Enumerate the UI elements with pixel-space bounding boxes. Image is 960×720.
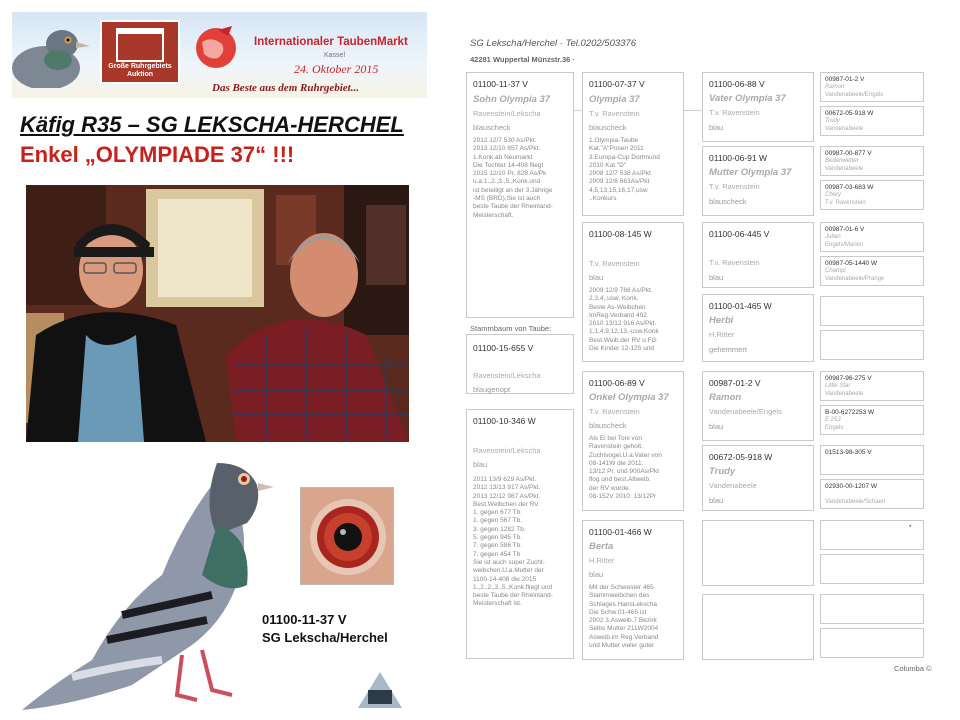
ggg-name: Ramon <box>825 84 845 90</box>
grandson-title: Enkel „OLYMPIADE 37“ !!! <box>20 142 295 167</box>
ggg-breeder: Vandenabeele/Engels <box>825 92 884 98</box>
ggg-name: Champi <box>825 268 846 274</box>
ggg-breeder: Vandenabeele/Prange <box>825 276 885 282</box>
pedigree-ggg-12 <box>820 479 924 509</box>
pedigree-dam-sire <box>582 222 684 362</box>
globe-dove-icon <box>192 24 240 72</box>
g3-breeder: T.v. Ravenstein <box>589 407 640 416</box>
g4-notes: Mit der Schwester 465 Stammweibchen des Schlages HansLekscha Die Schw.01-465 ist 2002 3.Asweib.7.Bezirk Selbs Mutter 211W2004 Asweib.im Reg.Verband und Mutter vieler guter <box>589 584 659 650</box>
pedigree-ggg-5 <box>820 222 924 252</box>
breeders-photo <box>26 185 409 442</box>
pedigree-gg-6 <box>702 445 814 511</box>
g4-breeder: H.Ritter <box>589 556 615 565</box>
ggg-breeder: Engels/Marien <box>825 242 864 248</box>
pedigree-ggg-1 <box>820 72 924 102</box>
gg-color: blau <box>709 123 724 132</box>
pedigree-stamm <box>466 334 574 394</box>
auction-logo-text: Große Ruhrgebiets Auktion <box>108 63 172 78</box>
ggg-ring: 00987-01-2 V <box>825 76 865 83</box>
pedigree-ggg-empty <box>820 296 924 326</box>
stamm-ring: 01100-15-655 V <box>473 343 534 353</box>
pedigree-g4 <box>582 520 684 660</box>
gg-color: blauscheck <box>709 197 747 206</box>
gg-name: Ramon <box>709 392 742 403</box>
sire-notes: 1.Olympia-Taube Kat."A"Posen 2011 3.Europa-Cup Dortmund 2010 Kat."D" 2008 12/7 538 As/Pkt 2009 12/8 663As/Pkt 4,5,13,15,16,17,usw ..Konkurs <box>589 137 660 203</box>
pedigree-gg-empty <box>702 520 814 586</box>
g2-notes: 2009 12/9 768 As/Pkt. 2,3,4,,usw. Konk. Beste As-Weibchen ImReg.Verband 402. 2010 13/12 916 As/Pkt. 1,1,4,9,12,13,-usw.Konk Best.Weib.der RV u.FG Die Kinder 12-125 und <box>589 287 659 353</box>
pedigree-gg-5 <box>702 371 814 441</box>
subject-breeder: Ravenstein/Lekscha <box>473 109 541 118</box>
pedigree-ggg-2 <box>820 106 924 136</box>
gg-breeder: T.v. Ravenstein <box>709 258 760 267</box>
dam-color: blau <box>473 460 488 469</box>
pedigree-ggg-9 <box>820 371 924 401</box>
bird-ring-number: 01100-11-37 V <box>262 612 347 627</box>
auction-house-logo <box>352 668 408 714</box>
pedigree-gg-empty <box>702 594 814 660</box>
pedigree-ggg-6 <box>820 256 924 286</box>
ggg-name: Trudy <box>825 118 840 124</box>
gg-breeder: T.v. Ravenstein <box>709 108 760 117</box>
ggg-ring: 00987-03-683 W <box>825 184 874 191</box>
stamm-breeder: Ravenstein/Lekscha <box>473 371 541 380</box>
auction-logo <box>100 20 180 84</box>
dam-ring: 01100-10-346 W <box>473 416 536 426</box>
gg-ring: 01100-01-465 W <box>709 301 772 311</box>
ggg-ring: B-00-6272253 W <box>825 409 875 416</box>
ggg-ring: 01513-98-305 V <box>825 449 872 456</box>
ggg-ring: 00672-05-918 W <box>825 110 874 117</box>
gg-color: gehemmert <box>709 345 747 354</box>
dam-breeder: Ravenstein/Lekscha <box>473 446 541 455</box>
ggg-ring: 00987-05-1440 W <box>825 260 878 267</box>
ggg-breeder: Engels <box>825 425 844 431</box>
ggg-breeder: Vandenabeele/Schaerl <box>825 499 886 505</box>
ggg-name: Bedenwetter <box>825 158 859 164</box>
gg-name: Mutter Olympia 37 <box>709 167 792 178</box>
gg-color: blau <box>709 273 724 282</box>
gg-ring: 01100-06-88 V <box>709 79 765 89</box>
gg-name: Herbi <box>709 315 734 326</box>
pedigree-ggg-empty <box>820 628 924 658</box>
banner-slogan: Das Beste aus dem Ruhrgebiet... <box>212 82 359 94</box>
ggg-ring: 00987-01-6 V <box>825 226 865 233</box>
pedigree-dam <box>466 409 574 659</box>
cage-title: Käfig R35 – SG LEKSCHA-HERCHEL <box>20 112 404 137</box>
gg-breeder: T.v. Ravenstein <box>709 182 760 191</box>
subject-color: blauscheck <box>473 123 511 132</box>
g3-ring: 01100-06-89 V <box>589 378 645 388</box>
ggg-name: Little Star <box>825 383 851 389</box>
gg-name: Vater Olympia 37 <box>709 93 786 104</box>
g2-ring: 01100-08-145 W <box>589 229 652 239</box>
gg-ring: 00987-01-2 V <box>709 378 761 388</box>
gg-ring: 01100-06-445 V <box>709 229 770 239</box>
g2-breeder: T.v. Ravenstein <box>589 259 640 268</box>
eye-closeup <box>300 487 394 585</box>
g4-ring: 01100-01-466 W <box>589 527 652 537</box>
mine-tower-icon <box>116 28 164 62</box>
pedigree-ggg-3 <box>820 146 924 176</box>
pedigree-gg-1 <box>702 72 814 142</box>
g3-color: blauscheck <box>589 421 627 430</box>
gg-color: blau <box>709 496 724 505</box>
g4-color: blau <box>589 570 604 579</box>
subject-notes: 2012 12/7 530 As/Pkt. 2013 12/10 657 As/Pkt. 1.Konk.ab Neumarkt Die Tochter 14-408 fliegt 2015 12/10 Pr. 828 As/Pk u.a.1.,2.,3.,5.,Konk.und ist beteiligt an der 3.Jährige -MS (BRD),Sie ist auch beste Taube der Rheinland- Meisterschaft. <box>473 137 553 219</box>
pedigree-ggg-empty <box>820 330 924 360</box>
g3-notes: Als Ei bei Toni von Ravenstein geholt. Zuchtvogel.U.a.Vater von 08-141W die 2011: 13/12 Pr. und 900As/Pkt flog und best.Altweib. der RV wurde. 08-152V 2010: 13/12Pr <box>589 435 662 501</box>
g2-color: blau <box>589 273 604 282</box>
ggg-name: E 253 <box>825 417 841 423</box>
market-title: Internationaler TaubenMarkt <box>254 36 408 48</box>
auction-banner <box>12 12 427 98</box>
pedigree-g3 <box>582 371 684 511</box>
sire-name: Olympia 37 <box>589 94 640 105</box>
gg-color: blau <box>709 422 724 431</box>
sire-breeder: T.v. Ravenstein <box>589 109 640 118</box>
pedigree-address: 42281 Wuppertal Münzstr.36 · <box>470 55 575 64</box>
connector-line <box>684 110 702 111</box>
pedigree-footer: Columba © <box>894 664 932 673</box>
ggg-breeder: Vandenabeele <box>825 391 864 397</box>
pedigree-ggg-11 <box>820 445 924 475</box>
ggg-name: Julian <box>825 234 841 240</box>
gg-breeder: H.Ritter <box>709 330 735 339</box>
pigeon-head-icon <box>12 22 92 88</box>
ggg-name: Chery <box>825 192 842 198</box>
dam-notes: 2011 13/9 629 As/Pkt. 2012 13/13 917 As/Pkt. 2013 12/12 987 As/Pkt. Best.Welbchen der RV. 1. gegen 677 Tb. 1. gegen 567 Tb. 3. gegen 1282 Tb. 5. gegen 945 Tb. 7. gegen 586 Tb. 7. gegen 454 Tb Sie ist auch super Zucht- weibchen.U.a.Mutter der 1100-14-408 die 2015 1.,2.,2.,3.,5.,Konk.fliegt und beste Taube der Rheinland- Meisterschaft ist. <box>473 476 553 608</box>
stammbaum-label: Stammbaum von Taube: <box>470 324 552 333</box>
pedigree-gg-4 <box>702 294 814 362</box>
ggg-breeder: T.v. Ravenstein <box>825 200 866 206</box>
eye-icon <box>301 488 394 585</box>
breeders-photo-illustration <box>26 185 409 442</box>
ggg-ring: 00987-00-877 V <box>825 150 872 157</box>
pedigree-ggg-empty <box>820 594 924 624</box>
g4-name: Berta <box>589 541 614 552</box>
pedigree-header: SG Lekscha/Herchel · Tel.0202/503376 <box>470 38 637 49</box>
gg-breeder: Vandenabeele <box>709 481 757 490</box>
g3-name: Onkel Olympia 37 <box>589 392 669 403</box>
pedigree-ggg-empty <box>820 554 924 584</box>
sire-ring: 01100-07-37 V <box>589 79 645 89</box>
market-city: Kassel <box>324 52 346 59</box>
gg-name: Trudy <box>709 466 736 477</box>
subject-name: Sohn Olympia 37 <box>473 94 551 105</box>
gg-ring: 01100-06-91 W <box>709 153 767 163</box>
stamm-color: blaugenopt <box>473 385 511 394</box>
market-date: 24. Oktober 2015 <box>294 62 379 76</box>
pedigree-ggg-4 <box>820 180 924 210</box>
pedigree-gg-2 <box>702 146 814 216</box>
ggg-ring: * <box>909 524 912 531</box>
subject-ring: 01100-11-37 V <box>473 79 528 89</box>
gg-breeder: Vandenabeele/Engels <box>709 407 782 416</box>
ggg-breeder: Vandenabeele <box>825 166 864 172</box>
loft-name: SG Lekscha/Herchel <box>262 630 388 645</box>
pedigree-gg-3 <box>702 222 814 288</box>
pedigree-ggg-10 <box>820 405 924 435</box>
pedigree-sire <box>582 72 684 216</box>
pedigree-subject <box>466 72 574 318</box>
ggg-ring: 02930-00-1207 W <box>825 483 878 490</box>
pedigree-sheet <box>448 0 960 720</box>
pigeon-illustration <box>12 445 282 715</box>
ggg-breeder: Vandenabeele <box>825 126 864 132</box>
sire-color: blauscheck <box>589 123 627 132</box>
pedigree-ggg-13 <box>820 520 924 550</box>
gg-ring: 00672-05-918 W <box>709 452 773 462</box>
ggg-ring: 00987-96-275 V <box>825 375 872 382</box>
